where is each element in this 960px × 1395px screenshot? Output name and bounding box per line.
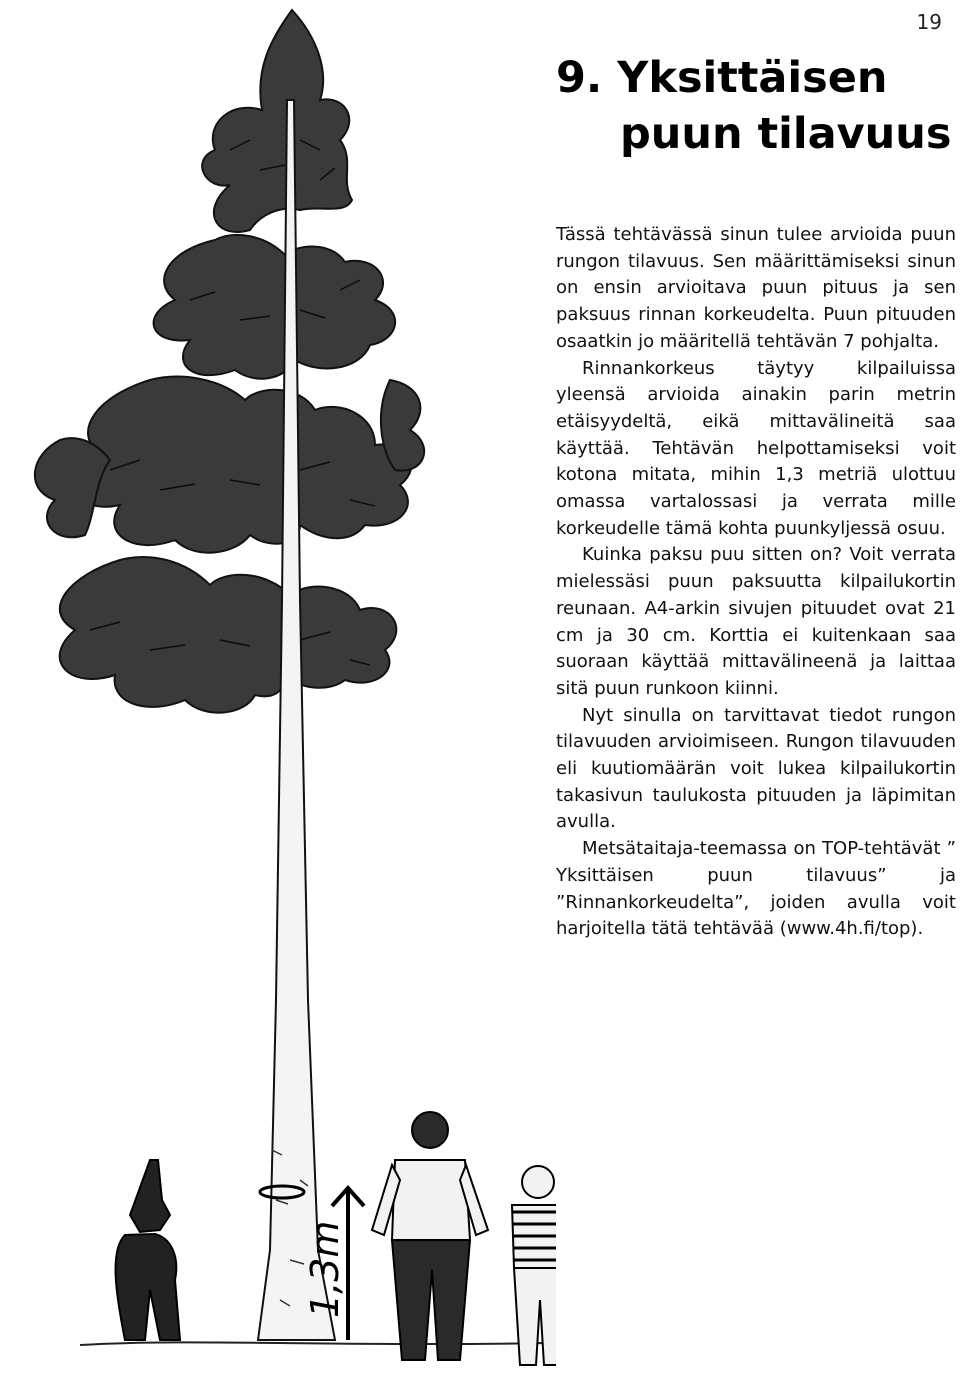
adult-man xyxy=(372,1112,488,1360)
person-looking-up xyxy=(116,1160,180,1340)
page-title-line-2: puun tilavuus xyxy=(620,109,952,159)
paragraph-breast-height: Rinnankorkeus täytyy kilpailuissa yleensä arvioida ainakin parin metrin etäisyydeltä, eikä mittavälineitä saa käyttää. Tehtävän helpottamiseksi voit kotona mitata, mihin 1,3 metriä ulottuu omassa vartalossasi ja verrata mille korkeudelle tämä kohta puunkyljessä osuu. xyxy=(556,357,956,539)
page-number: 19 xyxy=(916,10,942,34)
ground-line xyxy=(80,1342,556,1345)
paragraph-volume: Nyt sinulla on tarvittavat tiedot rungon tilavuuden arvioimiseen. Rungon tilavuuden eli kuutiomäärän voit lukea kilpailukortin takasivun taulukosta pituuden ja läpimitan avulla. xyxy=(556,704,956,833)
page-title xyxy=(556,50,956,162)
paragraph-thickness: Kuinka paksu puu sitten on? Voit verrata mielessäsi puun paksuutta kilpailukortin reunaan. A4-arkin sivujen pituudet ovat 21 cm ja 30 cm. Korttia ei kuitenkaan saa suoraan käyttää mittavälineenä ja laittaa sitä puun runkoon kiinni. xyxy=(556,544,956,699)
body-text xyxy=(556,222,956,943)
child xyxy=(512,1166,556,1365)
height-label: 1,3m xyxy=(303,1220,347,1318)
tree-canopy xyxy=(35,10,424,713)
page-title-line-1: 9. Yksittäisen xyxy=(556,53,888,103)
paragraph-top-tasks: Metsätaitaja-teemassa on TOP-tehtävät ” Yksittäisen puun tilavuus” ja ”Rinnankorkeudelta”, joiden avulla voit harjoitella tätä tehtävää (www.4h.fi/top). xyxy=(556,838,956,940)
paragraph-intro: Tässä tehtävässä sinun tulee arvioida puun rungon tilavuus. Sen määrittämiseksi sinun on ensin arvioitava puun pituus ja sen paksuus rinnan korkeudelta. Puun pituuden osaatkin jo määritellä tehtävän 7 pohjalta. xyxy=(556,224,956,352)
